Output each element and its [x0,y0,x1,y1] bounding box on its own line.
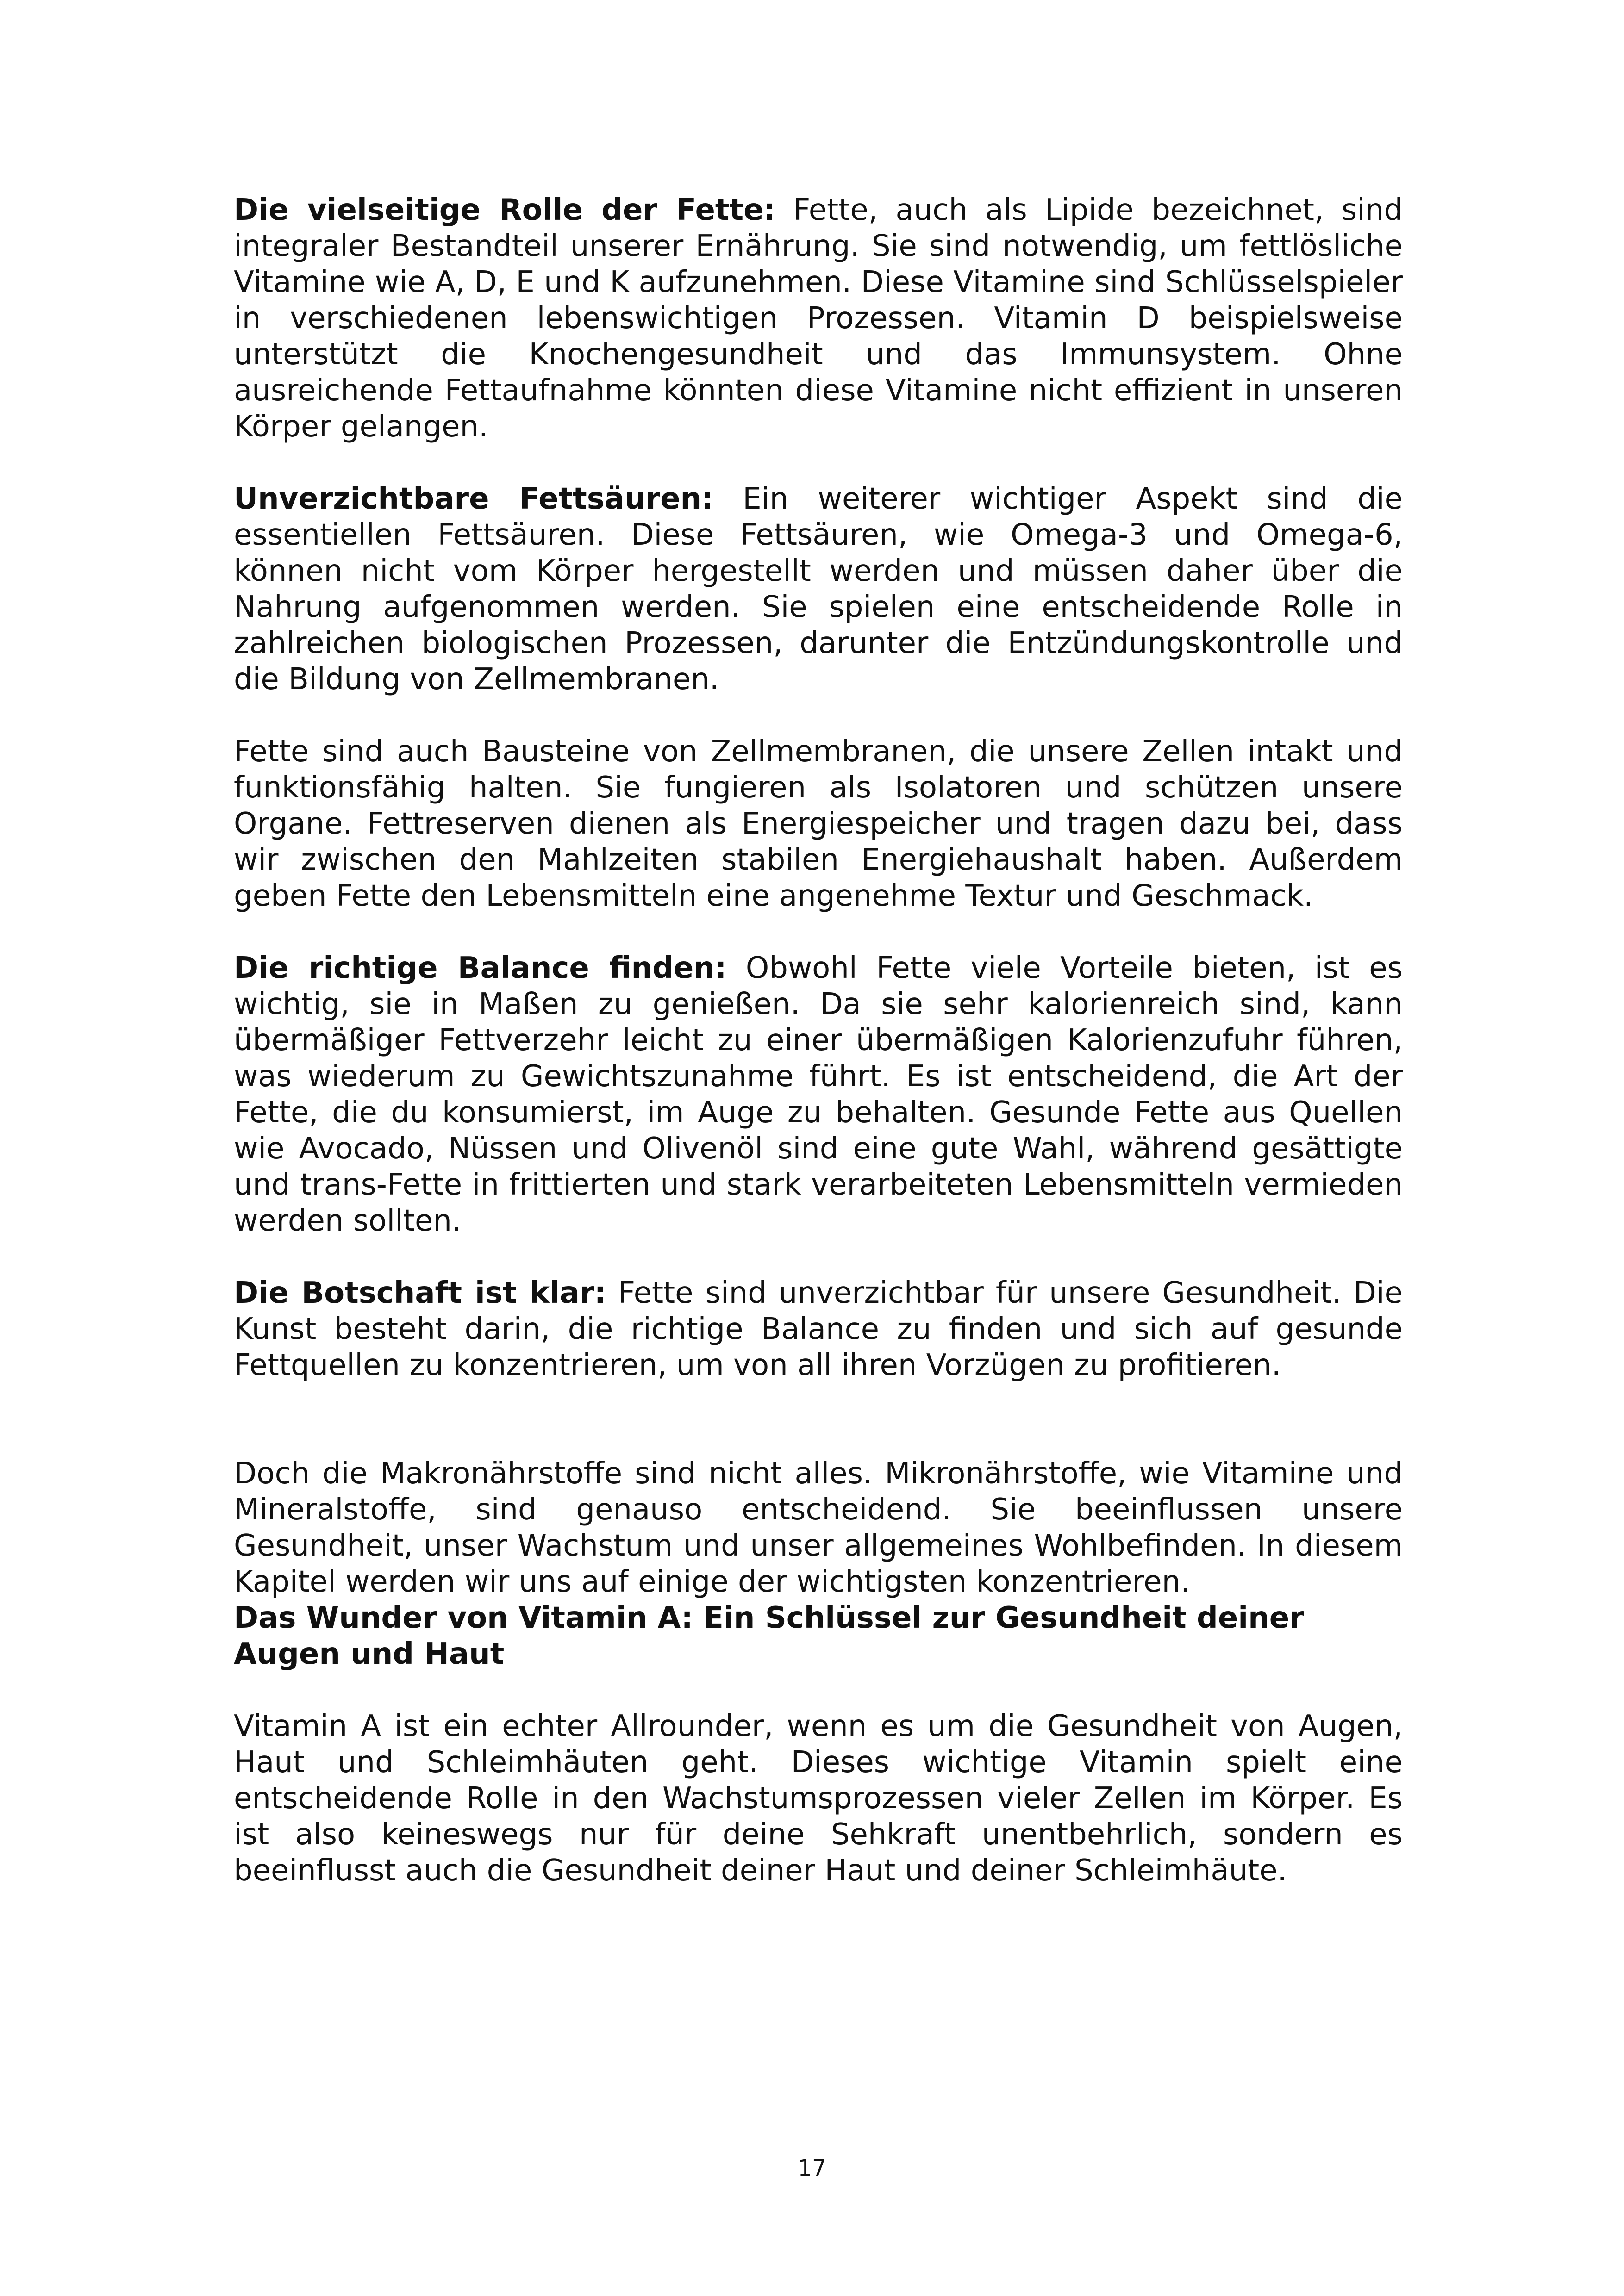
page-body [234,192,1403,1889]
paragraph-lead: Die vielseitige Rolle der Fette: [234,193,776,227]
paragraph-text: Fette sind unverzichtbar für unsere Gesundheit. Die Kunst besteht darin, die richtige Balance zu finden und sich auf gesunde Fettquellen zu konzentrieren, um von all ihren Vorzügen zu profitieren. [234,1276,1403,1382]
paragraph-fats-role [234,192,1403,445]
paragraph-text: Doch die Makronährstoffe sind nicht alles. Mikronährstoffe, wie Vitamine und Mineralstoffe, sind genauso entscheidend. Sie beeinflussen unsere Gesundheit, unser Wachstum und unser allgemeines Wohlbefinden. In diesem Kapitel werden wir uns auf einige der wichtigsten konzentrieren. [234,1456,1403,1599]
paragraph-lead: Die Botschaft ist klar: [234,1276,606,1310]
paragraph-balance [234,950,1403,1239]
paragraph-lead: Die richtige Balance finden: [234,951,727,985]
paragraph-fatty-acids [234,481,1403,697]
paragraph-cell-membranes [234,734,1403,914]
section-heading: Das Wunder von Vitamin A: Ein Schlüssel zur Gesundheit deiner Augen und Haut [234,1601,1304,1671]
paragraph-text: Vitamin A ist ein echter Allrounder, wenn es um die Gesundheit von Augen, Haut und Schleimhäuten geht. Dieses wichtige Vitamin spielt eine entscheidende Rolle in den Wachstumsprozessen vieler Zellen im Körper. Es ist also keineswegs nur für deine Sehkraft unentbehrlich, sondern es beeinflusst auch die Gesundheit deiner Haut und deiner Schleimhäute. [234,1709,1403,1888]
page-number: 17 [798,2155,826,2181]
paragraph-text: Fette, auch als Lipide bezeichnet, sind integraler Bestandteil unserer Ernährung. Sie sind notwendig, um fettlösliche Vitamine wie A, D, E und K aufzunehmen. Diese Vitamine sind Schlüsselspieler in verschiedenen lebenswichtigen Prozessen. Vitamin D beispielsweise unterstützt die Knochengesundheit und das Immunsystem. Ohne ausreichende Fettaufnahme könnten diese Vitamine nicht effizient in unseren Körper gelangen. [234,193,1403,444]
paragraph-vitamin-a [234,1708,1403,1889]
paragraph-text: Fette sind auch Bausteine von Zellmembranen, die unsere Zellen intakt und funktionsfähig halten. Sie fungieren als Isolatoren und schützen unsere Organe. Fettreserven dienen als Energiespeicher und tragen dazu bei, dass wir zwischen den Mahlzeiten stabilen Energiehaushalt haben. Außerdem geben Fette den Lebensmitteln eine angenehme Textur und Geschmack. [234,734,1403,913]
paragraph-lead: Unverzichtbare Fettsäuren: [234,482,713,516]
paragraph-text: Ein weiterer wichtiger Aspekt sind die essentiellen Fettsäuren. Diese Fettsäuren, wie Omega-3 und Omega-6, können nicht vom Körper hergestellt werden und müssen daher über die Nahrung aufgenommen werden. Sie spielen eine entscheidende Rolle in zahlreichen biologischen Prozessen, darunter die Entzündungskontrolle und die Bildung von Zellmembranen. [234,482,1403,697]
paragraph-micronutrients [234,1456,1403,1600]
paragraph-text: Obwohl Fette viele Vorteile bieten, ist es wichtig, sie in Maßen zu genießen. Da sie sehr kalorienreich sind, kann übermäßiger Fettverzehr leicht zu einer übermäßigen Kalorienzufuhr führen, was wiederum zu Gewichtszunahme führt. Es ist entscheidend, die Art der Fette, die du konsumierst, im Auge zu behalten. Gesunde Fette aus Quellen wie Avocado, Nüssen und Olivenöl sind eine gute Wahl, während gesättigte und trans-Fette in frittierten und stark verarbeiteten Lebensmitteln vermieden werden sollten. [234,951,1403,1238]
paragraph-message [234,1275,1403,1383]
